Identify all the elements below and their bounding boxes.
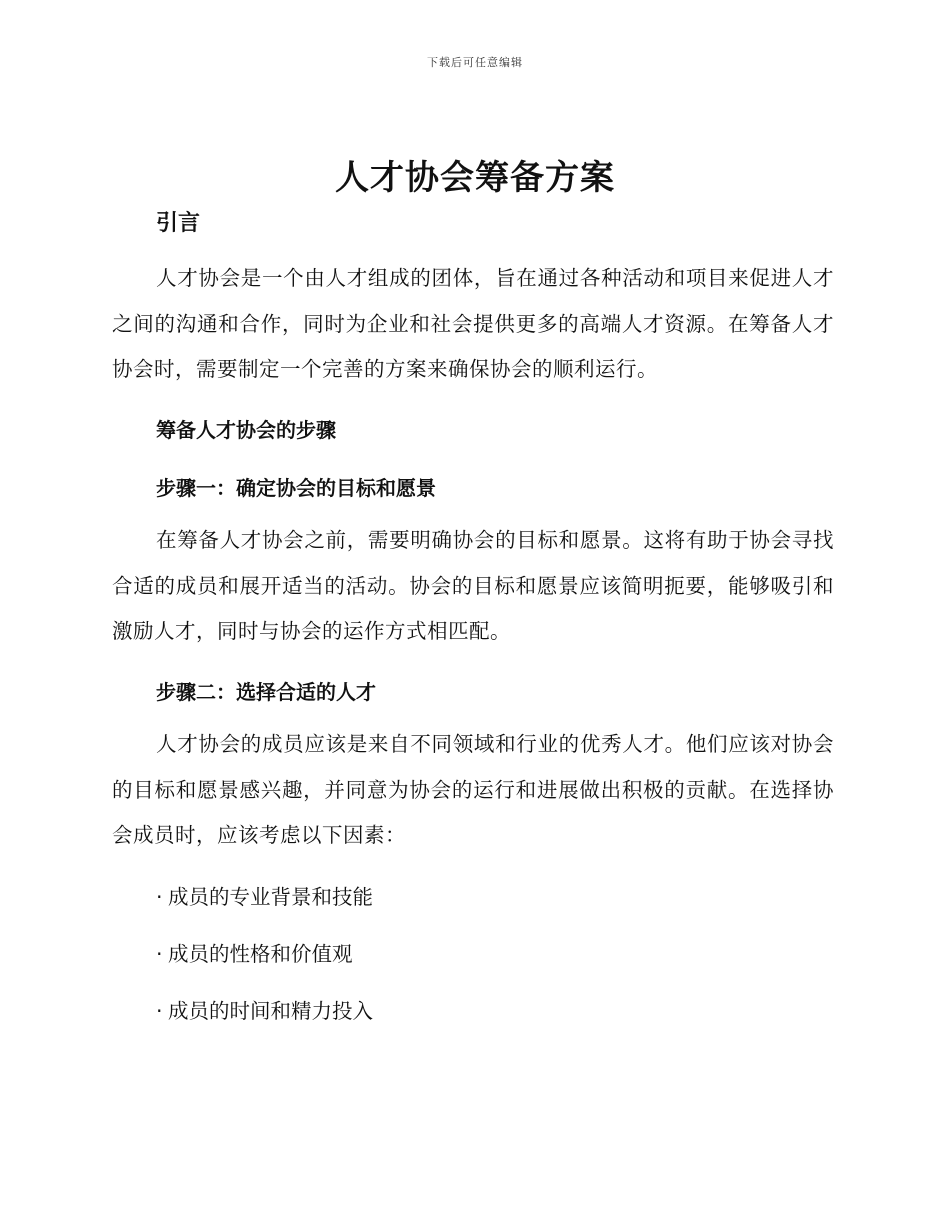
bullet-text: 成员的性格和价值观 bbox=[168, 942, 353, 966]
steps-heading: 筹备人才协会的步骤 bbox=[156, 418, 336, 442]
step2-heading: 步骤二：选择合适的人才 bbox=[156, 680, 376, 704]
bullet-item bbox=[156, 994, 373, 1024]
bullet-item bbox=[156, 880, 373, 910]
bullet-marker: · bbox=[156, 885, 163, 909]
intro-paragraph: 人才协会是一个由人才组成的团体，旨在通过各种活动和项目来促进人才之间的沟通和合作，同时为企业和社会提供更多的高端人才资源。在筹备人才协会时，需要制定一个完善的方案来确保协会的顺利运行。 bbox=[112, 266, 834, 381]
intro-heading: 引言 bbox=[156, 211, 201, 236]
bullet-item bbox=[156, 937, 353, 967]
step1-paragraph: 在筹备人才协会之前，需要明确协会的目标和愿景。这将有助于协会寻找合适的成员和展开适当的活动。协会的目标和愿景应该简明扼要，能够吸引和激励人才，同时与协会的运作方式相匹配。 bbox=[112, 528, 834, 643]
bullet-text: 成员的时间和精力投入 bbox=[168, 999, 373, 1023]
bullet-marker: · bbox=[156, 942, 163, 966]
document-title: 人才协会筹备方案 bbox=[335, 158, 615, 198]
page-header-note: 下载后可任意编辑 bbox=[427, 56, 523, 69]
step2-paragraph: 人才协会的成员应该是来自不同领域和行业的优秀人才。他们应该对协会的目标和愿景感兴趣，并同意为协会的运行和进展做出积极的贡献。在选择协会成员时，应该考虑以下因素： bbox=[112, 732, 834, 847]
bullet-marker: · bbox=[156, 999, 163, 1023]
bullet-text: 成员的专业背景和技能 bbox=[168, 885, 373, 909]
step1-heading: 步骤一：确定协会的目标和愿景 bbox=[156, 476, 436, 500]
